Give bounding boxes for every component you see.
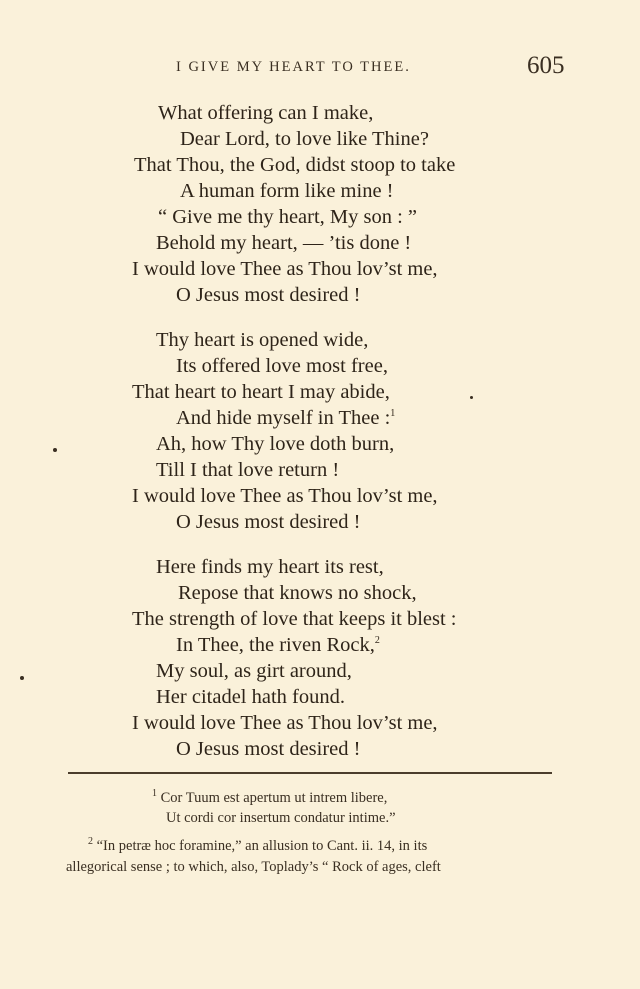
verse-line: What offering can I make, xyxy=(158,102,374,124)
footnote-marker: 2 xyxy=(88,836,93,848)
verse-line-with-note xyxy=(176,632,380,658)
verse-line: That heart to heart I may abide, xyxy=(132,381,390,403)
refrain-line: I would love Thee as Thou lov’st me, xyxy=(132,485,438,507)
print-speck xyxy=(53,448,57,452)
verse-line: That Thou, the God, didst stoop to take xyxy=(134,154,456,176)
verse-line: Behold my heart, — ’tis done ! xyxy=(156,232,412,254)
verse-line: My soul, as girt around, xyxy=(156,660,352,682)
verse-line-text: In Thee, the riven Rock, xyxy=(176,634,375,656)
refrain-line: I would love Thee as Thou lov’st me, xyxy=(132,258,438,280)
verse-line: Here finds my heart its rest, xyxy=(156,556,384,578)
footnote-line xyxy=(152,788,387,808)
verse-line: Her citadel hath found. xyxy=(156,686,345,708)
footnote-ref-1: 1 xyxy=(390,408,396,420)
footnote-line: allegorical sense ; to which, also, Toplady’s “ Rock of ages, cleft xyxy=(66,859,441,875)
verse-line: Ah, how Thy love doth burn, xyxy=(156,433,395,455)
verse-line: “ Give me thy heart, My son : ” xyxy=(158,206,418,228)
print-speck xyxy=(470,396,473,399)
print-speck xyxy=(20,676,24,680)
footnote-marker: 1 xyxy=(152,788,157,800)
refrain-line: O Jesus most desired ! xyxy=(176,511,361,533)
footnote-text: “In petræ hoc foramine,” an allusion to Cant. ii. 14, in its xyxy=(96,838,428,854)
footnote-ref-2: 2 xyxy=(374,635,380,647)
footnote-text: Cor Tuum est apertum ut intrem libere, xyxy=(160,790,388,806)
verse-line: A human form like mine ! xyxy=(180,180,394,202)
verse-line: Its offered love most free, xyxy=(176,355,388,377)
footnote-line: Ut cordi cor insertum condatur intime.” xyxy=(166,810,396,826)
footnote-line xyxy=(88,836,427,856)
verse-line-text: And hide myself in Thee : xyxy=(176,407,391,429)
refrain-line: O Jesus most desired ! xyxy=(176,284,361,306)
verse-line: Dear Lord, to love like Thine? xyxy=(180,128,429,150)
verse-line-with-note xyxy=(176,405,395,431)
verse-line: Repose that knows no shock, xyxy=(178,582,417,604)
refrain-line: I would love Thee as Thou lov’st me, xyxy=(132,712,438,734)
footnote-divider xyxy=(68,772,552,774)
running-head: I GIVE MY HEART TO THEE. xyxy=(176,59,411,75)
refrain-line: O Jesus most desired ! xyxy=(176,738,361,760)
page-number: 605 xyxy=(527,52,565,79)
verse-line: Till I that love return ! xyxy=(156,459,340,481)
verse-line: The strength of love that keeps it blest : xyxy=(132,608,457,630)
verse-line: Thy heart is opened wide, xyxy=(156,329,369,351)
